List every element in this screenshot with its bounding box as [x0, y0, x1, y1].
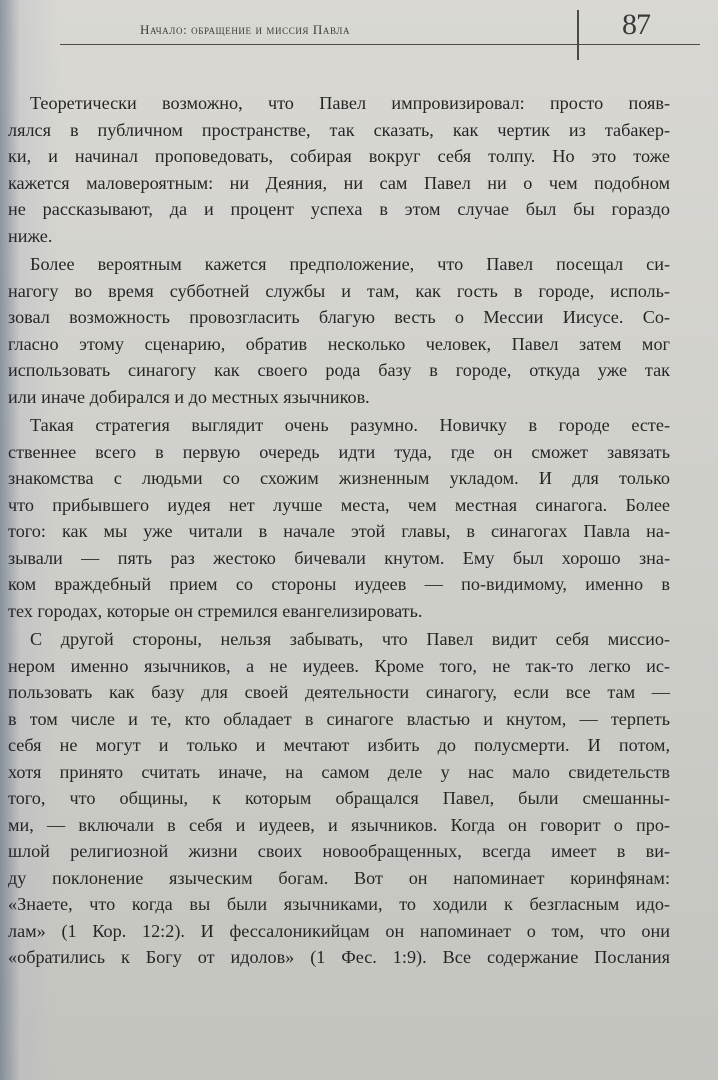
text-line: пользовать как базу для своей деятельности синагогу, если все там — — [8, 682, 670, 702]
text-line: хотя принято считать иначе, на самом деле у нас мало свидетельств — [8, 761, 670, 782]
text-line: не рассказывают, да и процент успеха в этом случае был бы гораздо — [8, 199, 670, 219]
text-line: того: как мы уже читали в начале этой главы, в синагогах Павла на- — [8, 521, 670, 541]
running-head: Начало: обращение и миссия Павла — [140, 22, 351, 37]
text-line: ки, и начинал проповедовать, собирая вокруг себя толпу. Но это тоже — [8, 146, 670, 166]
text-line: зывали — пять раз жестоко бичевали кнутом. Ему был хорошо зна- — [8, 547, 670, 568]
text-line: что прибывшего иудея нет лучше места, чем местная синагога. Более — [8, 494, 670, 515]
text-line: в том числе и те, кто обладает в синагоге властью и кнутом, — терпеть — [8, 708, 670, 729]
page-number: 87 — [622, 8, 650, 41]
text-line: использовать синагогу как своего рода базу в городе, откуда уже так — [8, 360, 670, 380]
text-line: «Знаете, что когда вы были язычниками, то ходили к безгласным идо- — [8, 894, 670, 914]
text-line: ственнее всего в первую очередь идти туда, где он сможет завязать — [8, 441, 670, 462]
text-line: гласно этому сценарию, обратив несколько человек, Павел затем мог — [8, 333, 670, 354]
text-line: ду поклонение языческим богам. Вот он напоминает коринфянам: — [8, 867, 670, 888]
text-line: лам» (1 Кор. 12:2). И фессалоникийцам он напоминает о том, что они — [8, 920, 670, 941]
text-line: знакомства с людьми со схожим жизненным укладом. И для только — [8, 468, 670, 488]
text-line: зовал возможность провозгласить благую весть о Мессии Иисусе. Со- — [8, 307, 670, 327]
text-line: того, что общины, к которым обращался Павел, были смешанны- — [8, 788, 670, 808]
text-line: себя не могут и только и мечтают избить до полусмерти. И потом, — [8, 735, 670, 755]
text-line: С другой стороны, нельзя забывать, что Павел видит себя миссио- — [30, 629, 670, 649]
body-text — [0, 90, 700, 1080]
text-line: ниже. — [8, 225, 53, 246]
text-line: ми, — включали в себя и иудеев, и язычников. Когда он говорит о про- — [8, 814, 670, 835]
header-rule — [60, 44, 700, 45]
header-vertical-rule — [577, 10, 579, 60]
page-header — [0, 0, 718, 60]
text-line: шлой религиозной жизни своих новообращенных, всегда имеет в ви- — [8, 841, 670, 861]
text-line: нагогу во время субботней службы и там, как гость в городе, исполь- — [8, 280, 670, 301]
text-line: кажется маловероятным: ни Деяния, ни сам Павел ни о чем подобном — [8, 172, 670, 193]
text-line: «обратились к Богу от идолов» (1 Фес. 1:9). Все содержание Послания — [8, 947, 670, 967]
text-line: лялся в публичном пространстве, так сказать, как чертик из табакер- — [8, 119, 670, 140]
text-line: тех городах, которые он стремился евангелизировать. — [8, 600, 423, 621]
text-line: нером именно язычников, а не иудеев. Кроме того, не так-то легко ис- — [8, 655, 670, 676]
text-line: Такая стратегия выглядит очень разумно. Новичку в городе есте- — [30, 415, 670, 435]
text-line: ком враждебный прием со стороны иудеев — по-видимому, именно в — [8, 574, 670, 594]
text-line: Более вероятным кажется предположение, что Павел посещал си- — [30, 254, 670, 274]
text-line: или иначе добирался и до местных язычников. — [8, 386, 370, 407]
text-line: Теоретически возможно, что Павел импровизировал: просто появ- — [30, 93, 670, 113]
